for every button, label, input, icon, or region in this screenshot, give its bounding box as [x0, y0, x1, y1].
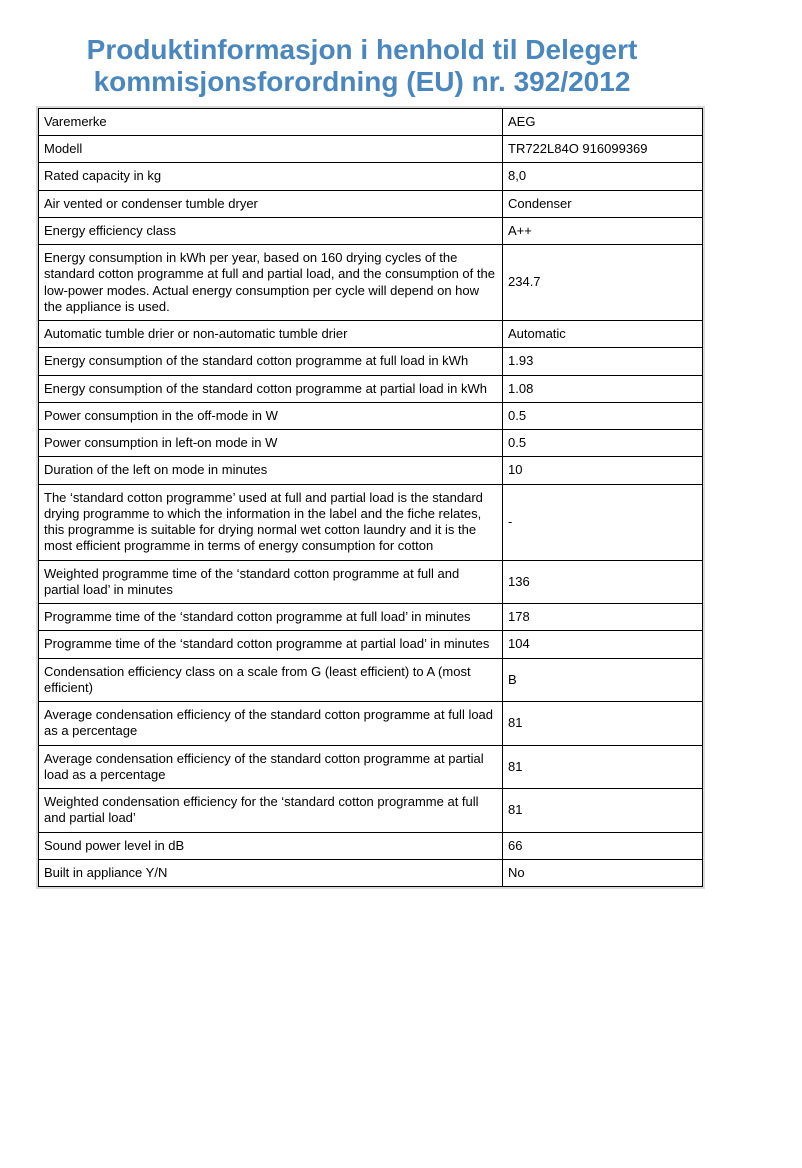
row-label: Energy consumption of the standard cotton programme at full load in kWh	[39, 348, 503, 375]
row-label: Average condensation efficiency of the standard cotton programme at partial load as a percentage	[39, 745, 503, 789]
row-value: 10	[503, 457, 703, 484]
table-row	[39, 604, 703, 631]
row-label: Built in appliance Y/N	[39, 859, 503, 886]
row-value: 81	[503, 702, 703, 746]
row-label: Weighted condensation efficiency for the ‘standard cotton programme at full and partial load’	[39, 789, 503, 833]
page-title	[38, 34, 686, 98]
table-row	[39, 402, 703, 429]
table-row	[39, 457, 703, 484]
product-info-table-body	[39, 108, 703, 886]
table-row	[39, 136, 703, 163]
row-value: Automatic	[503, 321, 703, 348]
row-value: 0.5	[503, 402, 703, 429]
row-label: Energy consumption in kWh per year, based on 160 drying cycles of the standard cotton programme at full and partial load, and the consumption of the low-power modes. Actual energy consumption per cycle will depend on how the appliance is used.	[39, 245, 503, 321]
table-row	[39, 217, 703, 244]
table-row	[39, 789, 703, 833]
table-row	[39, 484, 703, 560]
row-value: TR722L84O 916099369	[503, 136, 703, 163]
product-info-table	[38, 108, 703, 887]
row-label: Modell	[39, 136, 503, 163]
table-row	[39, 430, 703, 457]
table-row	[39, 702, 703, 746]
table-row	[39, 832, 703, 859]
row-label: Average condensation efficiency of the standard cotton programme at full load as a percentage	[39, 702, 503, 746]
table-row	[39, 859, 703, 886]
table-row	[39, 560, 703, 604]
row-value: 81	[503, 789, 703, 833]
row-value: 8,0	[503, 163, 703, 190]
table-row	[39, 658, 703, 702]
page-title-line1: Produktinformasjon i henhold til Delegert	[86, 34, 638, 65]
row-label: The ‘standard cotton programme’ used at full and partial load is the standard drying programme to which the information in the label and the fiche relates, this programme is suitable for drying normal wet cotton laundry and it is the most efficient programme in terms of energy consumption for cotton	[39, 484, 503, 560]
row-value: 104	[503, 631, 703, 658]
table-row	[39, 348, 703, 375]
row-label: Sound power level in dB	[39, 832, 503, 859]
document-page	[0, 34, 802, 1168]
row-value: A++	[503, 217, 703, 244]
row-label: Power consumption in the off-mode in W	[39, 402, 503, 429]
row-value: 0.5	[503, 430, 703, 457]
table-row	[39, 321, 703, 348]
table-row	[39, 163, 703, 190]
row-label: Rated capacity in kg	[39, 163, 503, 190]
table-row	[39, 108, 703, 135]
page-title-line2: kommisjonsforordning (EU) nr. 392/2012	[93, 65, 631, 97]
row-label: Energy consumption of the standard cotton programme at partial load in kWh	[39, 375, 503, 402]
row-value: 66	[503, 832, 703, 859]
table-row	[39, 245, 703, 321]
row-label: Power consumption in left-on mode in W	[39, 430, 503, 457]
row-value: 1.93	[503, 348, 703, 375]
row-label: Automatic tumble drier or non-automatic tumble drier	[39, 321, 503, 348]
row-label: Duration of the left on mode in minutes	[39, 457, 503, 484]
row-value: -	[503, 484, 703, 560]
row-value: 178	[503, 604, 703, 631]
row-label: Condensation efficiency class on a scale from G (least efficient) to A (most efficient)	[39, 658, 503, 702]
table-row	[39, 375, 703, 402]
table-row	[39, 631, 703, 658]
row-label: Energy efficiency class	[39, 217, 503, 244]
row-value: B	[503, 658, 703, 702]
row-value: 136	[503, 560, 703, 604]
row-label: Programme time of the ‘standard cotton programme at partial load’ in minutes	[39, 631, 503, 658]
row-value: No	[503, 859, 703, 886]
row-value: Condenser	[503, 190, 703, 217]
row-label: Air vented or condenser tumble dryer	[39, 190, 503, 217]
table-row	[39, 745, 703, 789]
table-row	[39, 190, 703, 217]
row-label: Varemerke	[39, 108, 503, 135]
row-value: 81	[503, 745, 703, 789]
row-value: 234.7	[503, 245, 703, 321]
row-label: Programme time of the ‘standard cotton programme at full load’ in minutes	[39, 604, 503, 631]
row-value: 1.08	[503, 375, 703, 402]
row-label: Weighted programme time of the ‘standard cotton programme at full and partial load’ in minutes	[39, 560, 503, 604]
row-value: AEG	[503, 108, 703, 135]
